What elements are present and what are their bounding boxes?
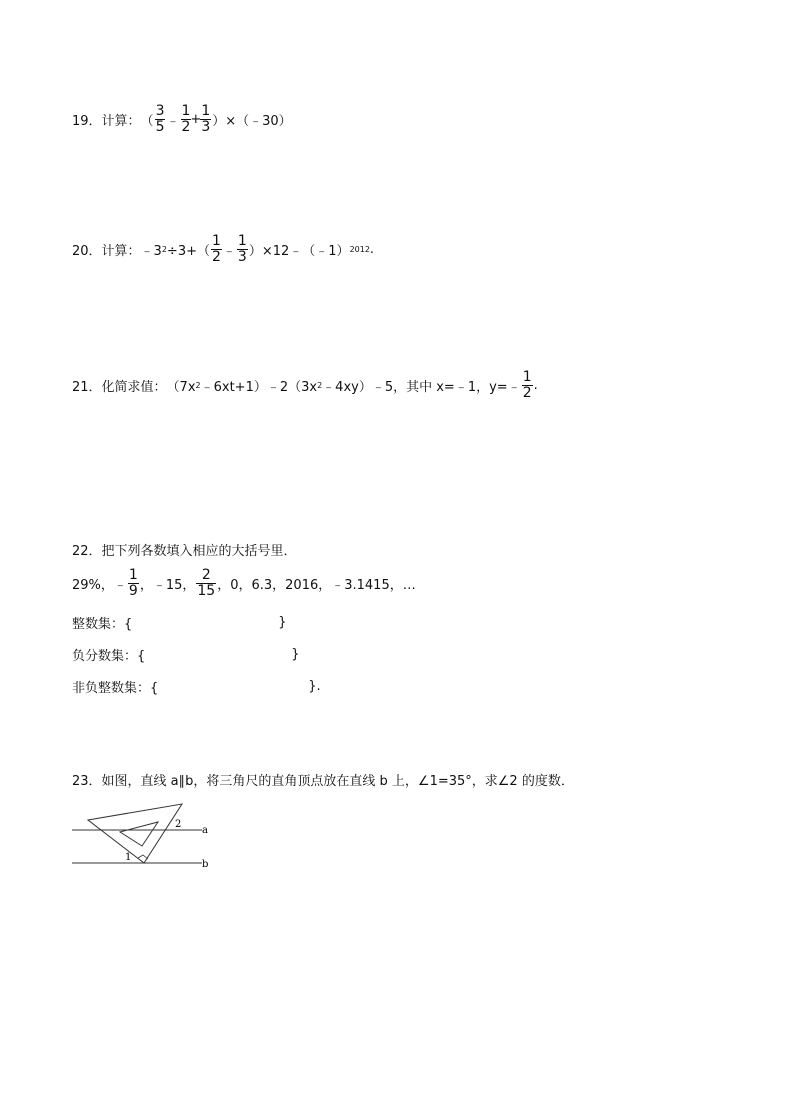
question-20: [72, 234, 374, 264]
q19-open-paren: （: [140, 113, 154, 129]
q21-exponent-1: 2: [195, 380, 201, 390]
label-b: b: [202, 859, 209, 870]
q21-label: 21．化简求值：: [72, 379, 167, 395]
q20-f1-numerator: 1: [211, 233, 221, 249]
q22-numbers-1: 29%，﹣: [72, 577, 127, 593]
q21-expr-1: （7x: [166, 379, 196, 395]
question-23: [72, 770, 574, 789]
q22-f2-denominator: 15: [197, 582, 216, 599]
q19-f3-numerator: 1: [201, 103, 211, 119]
q22-set3-blank[interactable]: [158, 679, 308, 695]
q21-expr-2: ﹣6xt+1）﹣2（3x: [200, 379, 318, 395]
q22-f2-numerator: 2: [201, 567, 211, 583]
q22-nonnegative-integer-set: [72, 677, 321, 696]
q22-number-list: [72, 568, 416, 598]
question-21: [72, 370, 538, 400]
q21-exponent-2: 2: [317, 380, 323, 390]
q21-expr-3: ﹣4xy）﹣5，其中 x=﹣1，y=﹣: [322, 379, 521, 395]
q20-f2-numerator: 1: [237, 233, 247, 249]
q19-f1-numerator: 3: [155, 103, 165, 119]
q22-numbers-2: ，﹣15，: [139, 577, 196, 593]
q19-fraction-3: [200, 104, 211, 134]
q20-period: .: [369, 241, 375, 257]
q19-f2-numerator: 1: [181, 103, 191, 119]
q22-fraction-2: [196, 568, 216, 598]
q19-f2-denominator: 2: [181, 118, 191, 135]
q22-set2-blank[interactable]: [145, 647, 291, 663]
q20-tail: ）×12﹣（﹣1）: [248, 243, 350, 259]
q20-pre-exponent: 2: [161, 244, 167, 254]
q20-mid: ÷3+（: [166, 243, 210, 259]
q21-f-denominator: 2: [522, 384, 532, 401]
q20-fraction-2: [237, 234, 248, 264]
q22-set3-close: }.: [308, 679, 321, 694]
q22-label: 22．把下列各数填入相应的大括号里．: [72, 544, 297, 559]
q21-end: .: [533, 377, 538, 393]
question-19: [72, 104, 292, 134]
outer-triangle: [88, 804, 182, 863]
q20-tail-exponent: 2012: [349, 244, 370, 254]
q19-label: 19．计算：: [72, 113, 141, 129]
q19-operator-1: ﹣: [166, 113, 180, 129]
label-angle-2: 2: [175, 819, 182, 830]
q23-label: 23．如图，直线 a∥b，将三角尺的直角顶点放在直线 b 上，∠1=35°，求∠2 的度数．: [72, 774, 574, 789]
q22-set1-label: 整数集：{: [72, 617, 133, 632]
q22-numbers-3: ，0，6.3，2016，﹣3.1415，…: [217, 577, 416, 593]
q21-f-numerator: 1: [522, 369, 532, 385]
q21-fraction: [522, 370, 533, 400]
q19-operator-2: +: [190, 111, 202, 127]
q19-f1-denominator: 5: [155, 118, 165, 135]
q19-fraction-1: [155, 104, 166, 134]
q20-f2-denominator: 3: [237, 248, 247, 265]
q22-f1-numerator: 1: [128, 567, 138, 583]
q22-set1-close: }: [278, 615, 287, 630]
q20-label: 20．计算：: [72, 243, 141, 259]
q20-pre: ﹣3: [140, 243, 162, 259]
q22-negative-fraction-set: [72, 645, 300, 664]
question-22-title: [72, 540, 297, 559]
q22-set2-close: }: [291, 647, 300, 662]
q22-f1-denominator: 9: [128, 582, 138, 599]
q19-tail: ）×（﹣30）: [212, 113, 292, 129]
q19-f3-denominator: 3: [201, 118, 211, 135]
inner-triangle: [120, 822, 158, 846]
q22-fraction-1: [128, 568, 139, 598]
q22-set1-blank[interactable]: [132, 615, 278, 631]
triangle-ruler-figure: [72, 800, 212, 872]
label-a: a: [202, 825, 208, 836]
label-angle-1: 1: [125, 852, 132, 863]
q22-set3-label: 非负整数集：{: [72, 681, 159, 696]
q20-fraction-1: [211, 234, 222, 264]
q20-operator: ﹣: [222, 243, 236, 259]
q22-set2-label: 负分数集：{: [72, 649, 146, 664]
q22-integer-set: [72, 613, 287, 632]
q20-f1-denominator: 2: [211, 248, 221, 265]
